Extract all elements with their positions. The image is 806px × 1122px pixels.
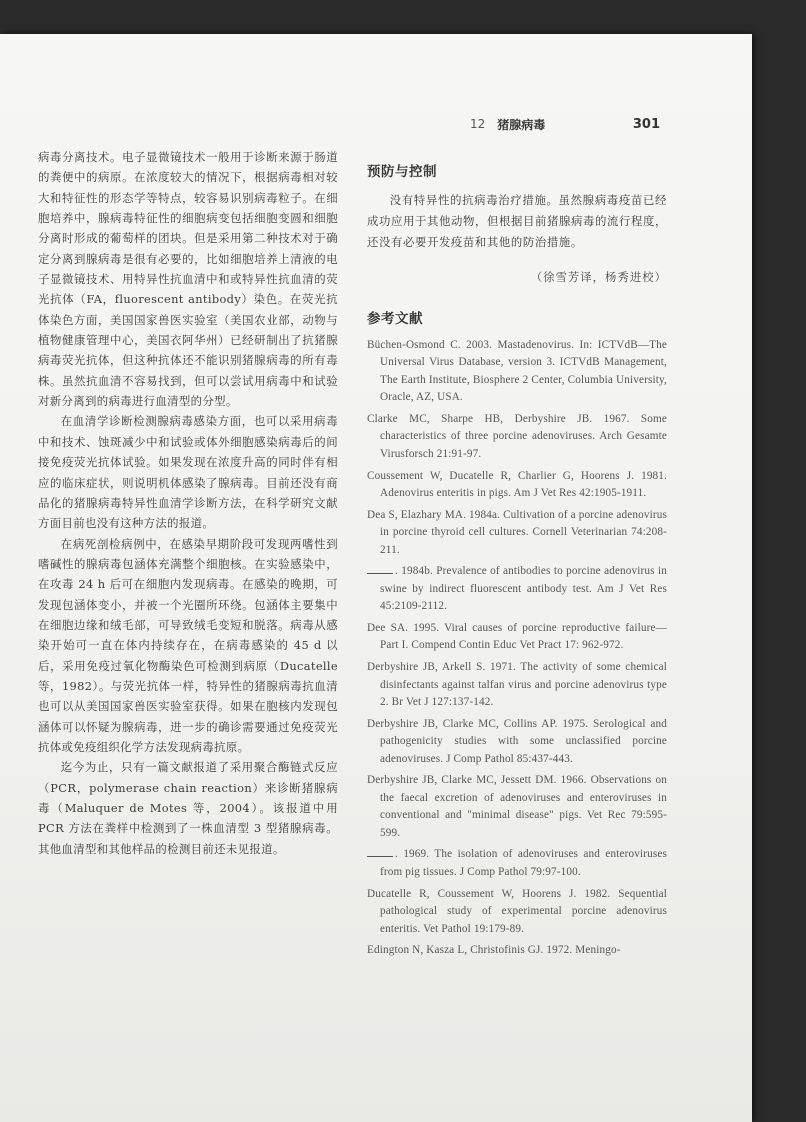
prevention-paragraph: 没有特异性的抗病毒治疗措施。虽然腺病毒疫苗已经成功应用于其他动物，但根据目前猪腺病毒的流行程度，还没有必要开发疫苗和其他的防治措施。 [367,193,667,249]
scanned-book-page [0,34,752,1122]
references-section [367,307,667,960]
paragraph-necropsy: 在病死剖检病例中，在感染早期阶段可发现两嗜性到嗜碱性的腺病毒包涵体充满整个细胞核。在实验感染中，在攻毒 24 h 后可在细胞内发现病毒。在感染的晚期，可发现包涵体变小，并被一个光圈所环绕。包涵体主要集中在细胞边缘和绒毛部，可导致绒毛变短和脱落。病毒从感染开始可一直在体内持续存在，在病毒感染的 45 d 以后，采用免疫过氧化物酶染色可检测到病原（Ducatelle 等，1982）。与荧光抗体一样，特异性的猪腺病毒抗血清也可以从美国国家兽医实验室获得。如果在胞核内发现包涵体可以怀疑为腺病毒，进一步的确诊需要通过免疫荧光抗体或免疫组织化学方法发现病毒抗原。 [38,536,338,754]
reference-item: Ducatelle R, Coussement W, Hoorens J. 1982. Sequential pathological study of experimental porcine adenovirus enteritis. Vet Pathol 19:179-89. [367,887,667,935]
reference-item: . 1969. The isolation of adenoviruses and enteroviruses from pig tissues. J Comp Pathol 79:97-100. [367,846,667,881]
chapter-title: 猪腺病毒 [497,117,546,132]
paragraph-pcr: 迄今为止，只有一篇文献报道了采用聚合酶链式反应（PCR，polymerase chain reaction）来诊断猪腺病毒（Maluquer de Motes 等，2004）。该报道中用 PCR 方法在粪样中检测到了一株血清型 3 型猪腺病毒。其他血清型和其他样品的检测目前还未见报道。 [38,760,338,856]
reference-item: Dea S, Elazhary MA. 1984a. Cultivation of a porcine adenovirus in porcine thyroid cell cultures. Cornell Veterinarian 74:208-211. [367,508,667,556]
reference-item: . 1984b. Prevalence of antibodies to porcine adenovirus in swine by indirect fluorescent antibody test. Am J Vet Res 45:2109-2112. [367,563,667,615]
paragraph-virus-isolation: 病毒分离技术。电子显微镜技术一般用于诊断来源于肠道的粪便中的病原。在浓度较大的情况下，根据病毒相对较大和特征性的形态学等特点，较容易识别病毒粒子。在细胞培养中，腺病毒特征性的细胞病变包括细胞变圆和细胞分离时形成的葡萄样的团块。但是采用第二种技术对于确定分离到腺病毒是很有必要的，比如细胞培养上清液的电子显微镜技术、用特异性抗血清中和或特异性抗血清的荧光抗体（FA，fluorescent antibody）染色。在荧光抗体染色方面，美国国家兽医实验室（美国农业部，动物与植物健康管理中心，美国衣阿华州）已经研制出了抗猪腺病毒荧光抗体，但这种抗体还不能识别猪腺病毒的所有毒株。虽然抗血清不容易找到，但可以尝试用病毒中和试验对新分离到的病毒进行血清型的分型。 [38,150,338,409]
chapter-number: 12 [470,117,486,131]
prevention-section [367,160,667,285]
reference-item: Dee SA. 1995. Viral causes of porcine reproductive failure—Part I. Compend Contin Educ Vet Pract 17: 962-972. [367,622,667,652]
same-author-dash [367,565,393,574]
reference-item: Coussement W, Ducatelle R, Charlier G, Hoorens J. 1981. Adenovirus enteritis in pigs. Am J Vet Res 42:1905-1911. [367,469,667,500]
reference-item: Derbyshire JB, Clarke MC, Jessett DM. 1966. Observations on the faecal excretion of adenoviruses and enteroviruses in conventional and "minimal disease" pigs. Vet Rec 79:595-599. [367,774,667,839]
reference-item: Büchen-Osmond C. 2003. Mastadenovirus. In: ICTVdB—The Universal Virus Database, version 3. ICTVdB Management, The Earth Institute, Biosphere 2 Center, Columbia University, Oracle, AZ, USA. [367,339,667,404]
same-author-dash [367,848,393,857]
reference-item: Derbyshire JB, Clarke MC, Collins AP. 1975. Serological and pathogenicity studies with some unclassified porcine adenoviruses. J Comp Pathol 85:437-443. [367,717,667,765]
page-number: 301 [632,116,660,132]
reference-item: Derbyshire JB, Arkell S. 1971. The activity of some chemical disinfectants against talfan virus and porcine adenovirus type 2. Br Vet J 127:137-142. [367,661,667,709]
translator-credit: （徐雪芳译，杨秀进校） [530,270,667,284]
section-heading-prevention: 预防与控制 [367,164,437,180]
left-column-body [38,147,338,859]
reference-item: Clarke MC, Sharpe HB, Derbyshire JB. 1967. Some characteristics of three porcine adenoviruses. Arch Gesamte Virusforsch 21:91-97. [367,413,667,460]
running-header [470,114,660,134]
paragraph-serology: 在血清学诊断检测腺病毒感染方面，也可以采用病毒中和技术、蚀斑减少中和试验或体外细胞感染病毒后的间接免疫荧光抗体试验。如果发现在浓度升高的同时伴有相应的临床症状，则说明机体感染了腺病毒。目前还没有商品化的猪腺病毒特异性血清学诊断方法，在科学研究文献方面目前也没有这种方法的报道。 [38,414,338,531]
reference-item: Edington N, Kasza L, Christofinis GJ. 1972. Meningo- [367,944,621,957]
right-column [367,160,667,964]
section-heading-references: 参考文献 [367,311,423,327]
